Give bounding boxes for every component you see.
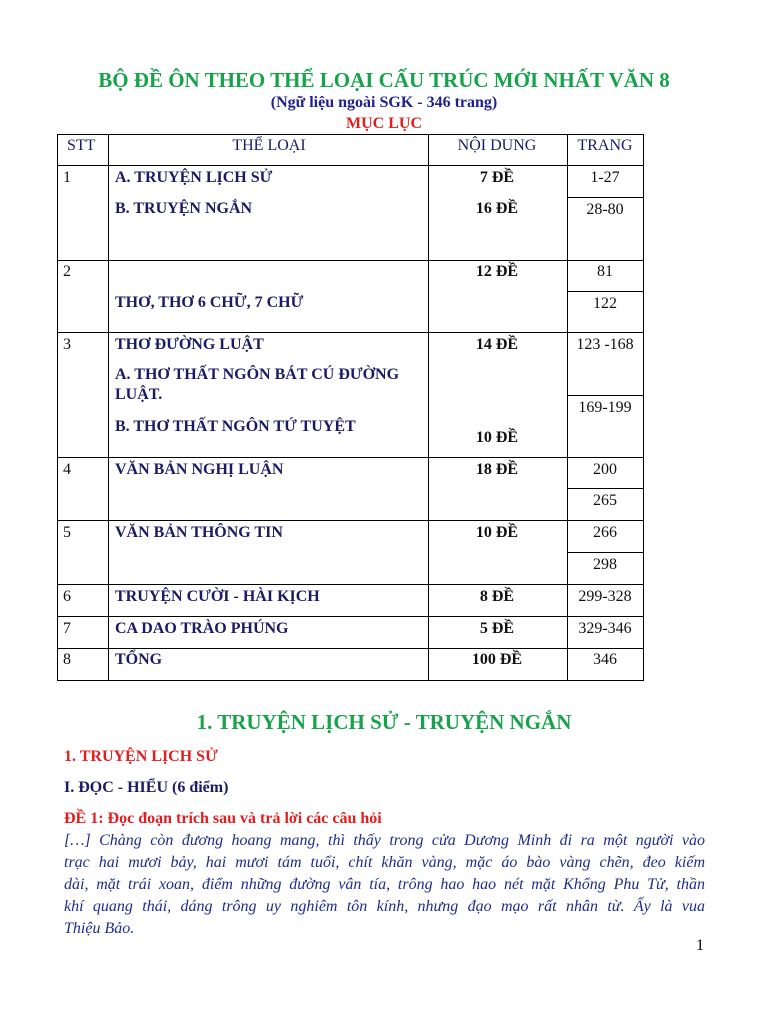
page-range: 298 [593, 556, 617, 573]
passage-line: trạc hai mươi bảy, hai mươi tám tuổi, chít khăn vàng, mặc áo bào vàng chẽn, đeo kiếm [64, 854, 705, 871]
page-range: 81 [597, 263, 613, 280]
genre-label: VĂN BẢN NGHỊ LUẬN [115, 461, 284, 478]
test-count: 14 ĐỀ [475, 336, 519, 353]
column-header-page: TRANG [577, 137, 633, 154]
test-count: 7 ĐỀ [479, 169, 515, 186]
toc-table [57, 134, 644, 681]
page-range: 299-328 [578, 588, 632, 605]
page-range: 200 [593, 461, 617, 478]
genre-label: CA DAO TRÀO PHÚNG [115, 620, 289, 637]
row-number: 8 [63, 651, 71, 668]
page-range: 346 [593, 651, 617, 668]
page-range: 28-80 [586, 201, 624, 218]
row-number: 7 [63, 620, 71, 637]
table-rule [57, 332, 644, 333]
genre-label: A. THƠ THẤT NGÔN BÁT CÚ ĐƯỜNG LUẬT. [115, 366, 400, 403]
test-count: 10 ĐỀ [475, 524, 519, 541]
exercise-heading: ĐỀ 1: Đọc đoạn trích sau và trả lời các câu hỏi [64, 810, 382, 827]
document-subtitle: (Ngữ liệu ngoài SGK - 346 trang) [270, 94, 498, 111]
genre-label: TỔNG [115, 651, 163, 668]
table-border [57, 134, 58, 681]
test-count: 16 ĐỀ [475, 200, 519, 217]
page-number: 1 [696, 937, 704, 954]
table-rule [57, 616, 644, 617]
subsection-heading: 1. TRUYỆN LỊCH SỬ [64, 748, 218, 765]
table-rule [57, 165, 644, 166]
table-rule [57, 260, 644, 261]
genre-label: A. TRUYỆN LỊCH SỬ [115, 169, 273, 186]
column-header-type: THỂ LOẠI [232, 137, 306, 154]
row-number: 6 [63, 588, 71, 605]
table-rule [568, 291, 644, 292]
table-rule [57, 648, 644, 649]
page-range: 265 [593, 492, 617, 509]
genre-label: VĂN BẢN THÔNG TIN [115, 524, 283, 541]
passage-line: dài, mặt trái xoan, điểm những đường vân tía, trông hao hao nét mặt Khổng Phu Tử, thần [64, 876, 705, 893]
passage-line: khí quang thái, dáng trông uy nghiêm tôn kính, nhưng đạo mạo rất nhân từ. Ấy là vua [64, 898, 705, 915]
test-count: 8 ĐỀ [479, 588, 515, 605]
column-header-content: NỘI DUNG [457, 137, 537, 154]
passage-line: Thiệu Bảo. [64, 920, 135, 937]
table-rule [568, 488, 644, 489]
test-count: 12 ĐỀ [475, 263, 519, 280]
table-border [57, 134, 644, 135]
section-heading: 1. TRUYỆN LỊCH SỬ - TRUYỆN NGẮN [196, 710, 572, 734]
genre-label: THƠ ĐƯỜNG LUẬT [115, 336, 264, 353]
table-rule [568, 552, 644, 553]
row-number: 4 [63, 461, 71, 478]
row-number: 3 [63, 336, 71, 353]
row-number: 5 [63, 524, 71, 541]
genre-label: THƠ, THƠ 6 CHỮ, 7 CHỮ [115, 294, 304, 311]
test-count: 5 ĐỀ [479, 620, 515, 637]
column-header-stt: STT [67, 137, 96, 154]
row-number: 2 [63, 263, 71, 280]
part-heading: I. ĐỌC - HIỂU (6 điểm) [64, 779, 229, 796]
page-range: 1-27 [590, 169, 620, 186]
genre-label: B. TRUYỆN NGẮN [115, 200, 253, 217]
test-count: 18 ĐỀ [475, 461, 519, 478]
table-rule [568, 197, 644, 198]
row-number: 1 [63, 169, 71, 186]
test-count: 100 ĐỀ [471, 651, 523, 668]
table-border [57, 680, 644, 681]
page-range: 266 [593, 524, 617, 541]
document-title: BỘ ĐỀ ÔN THEO THỂ LOẠI CẤU TRÚC MỚI NHẤT VĂN 8 [98, 68, 670, 92]
table-rule [57, 520, 644, 521]
toc-heading: MỤC LỤC [346, 115, 422, 132]
genre-label: B. THƠ THẤT NGÔN TỨ TUYỆT [115, 418, 356, 435]
table-rule [57, 584, 644, 585]
table-rule [108, 134, 109, 681]
table-rule [57, 457, 644, 458]
page-range: 122 [593, 295, 617, 312]
reading-passage [64, 830, 705, 940]
genre-label: TRUYỆN CƯỜI - HÀI KỊCH [115, 588, 320, 605]
page-range: 329-346 [578, 620, 632, 637]
table-rule [568, 395, 644, 396]
page-range: 169-199 [578, 399, 632, 416]
table-border [643, 134, 644, 681]
test-count: 10 ĐỀ [475, 429, 519, 446]
passage-line: […] Chàng còn đương hoang mang, thì thấy trong cửa Dương Minh đi ra một người vào [64, 832, 705, 849]
page-range: 123 -168 [576, 336, 634, 353]
